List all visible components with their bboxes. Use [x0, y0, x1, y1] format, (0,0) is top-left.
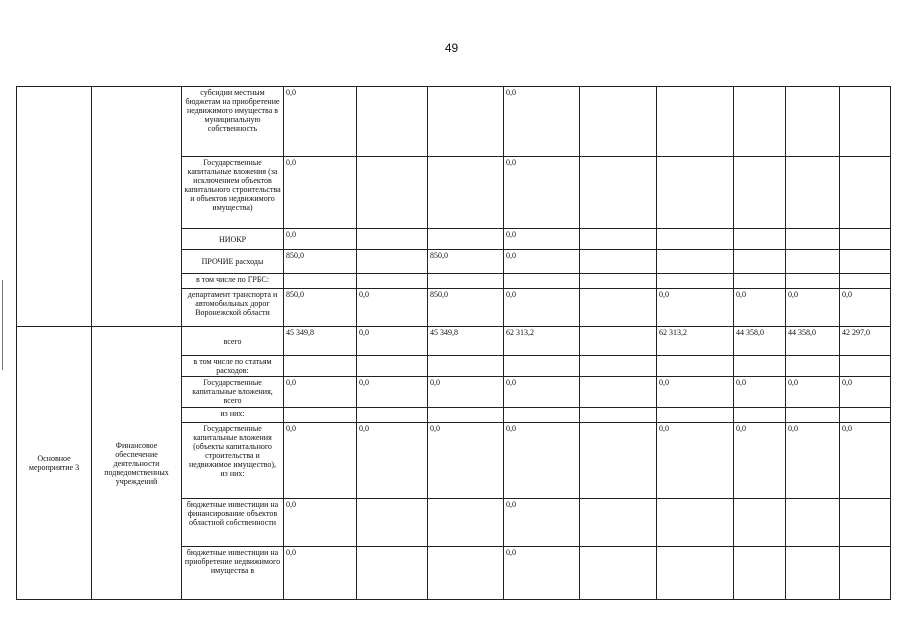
page-number: 49 — [444, 41, 459, 55]
amount-cell — [786, 547, 840, 600]
amount-cell — [357, 229, 428, 250]
amount-cell: 0,0 — [284, 499, 357, 547]
amount-cell: 42 297,0 — [840, 327, 891, 356]
amount-cell — [357, 250, 428, 274]
amount-cell: 850,0 — [284, 289, 357, 327]
amount-cell — [580, 250, 657, 274]
amount-cell — [786, 229, 840, 250]
amount-cell — [580, 377, 657, 408]
amount-cell: 0,0 — [786, 423, 840, 499]
amount-cell — [357, 87, 428, 157]
expense-description-cell: бюджетные инвестиции на приобретение недвижимого имущества в — [182, 547, 284, 600]
amount-cell: 0,0 — [357, 423, 428, 499]
amount-cell — [580, 229, 657, 250]
amount-cell — [786, 87, 840, 157]
amount-cell — [428, 157, 504, 229]
amount-cell — [580, 423, 657, 499]
amount-cell: 0,0 — [284, 423, 357, 499]
amount-cell: 0,0 — [786, 377, 840, 408]
amount-cell — [580, 408, 657, 423]
amount-cell: 62 313,2 — [504, 327, 580, 356]
amount-cell — [786, 274, 840, 289]
amount-cell — [580, 547, 657, 600]
expense-description-cell: Государственные капитальные вложения (за исключением объектов капитального строительства и объектов недвижимого имущества) — [182, 157, 284, 229]
amount-cell: 0,0 — [284, 157, 357, 229]
amount-cell — [428, 274, 504, 289]
amount-cell — [786, 250, 840, 274]
expense-description-cell: департамент транспорта и автомобильных дорог Воронежской области — [182, 289, 284, 327]
amount-cell — [580, 157, 657, 229]
amount-cell — [840, 356, 891, 377]
amount-cell: 0,0 — [284, 377, 357, 408]
amount-cell — [504, 274, 580, 289]
amount-cell — [428, 547, 504, 600]
amount-cell: 0,0 — [657, 423, 734, 499]
event-name-cell — [17, 87, 92, 327]
amount-cell — [840, 547, 891, 600]
amount-cell: 0,0 — [357, 289, 428, 327]
amount-cell — [734, 229, 786, 250]
amount-cell — [734, 274, 786, 289]
amount-cell — [428, 408, 504, 423]
expense-description-cell: в том числе по ГРБС: — [182, 274, 284, 289]
amount-cell — [504, 408, 580, 423]
amount-cell — [840, 87, 891, 157]
event-title-cell — [92, 87, 182, 327]
amount-cell — [657, 499, 734, 547]
amount-cell — [734, 547, 786, 600]
amount-cell — [786, 408, 840, 423]
amount-cell — [657, 356, 734, 377]
amount-cell — [357, 356, 428, 377]
amount-cell — [428, 356, 504, 377]
amount-cell: 45 349,8 — [428, 327, 504, 356]
amount-cell: 0,0 — [786, 289, 840, 327]
amount-cell: 850,0 — [284, 250, 357, 274]
amount-cell — [786, 499, 840, 547]
amount-cell: 0,0 — [284, 547, 357, 600]
amount-cell: 0,0 — [657, 377, 734, 408]
expense-description-cell: субсидии местным бюджетам на приобретение недвижимого имущества в муниципальную собственность — [182, 87, 284, 157]
amount-cell — [840, 250, 891, 274]
amount-cell — [734, 157, 786, 229]
amount-cell: 850,0 — [428, 289, 504, 327]
amount-cell: 44 358,0 — [786, 327, 840, 356]
amount-cell — [657, 157, 734, 229]
amount-cell: 44 358,0 — [734, 327, 786, 356]
amount-cell: 0,0 — [504, 87, 580, 157]
amount-cell — [657, 274, 734, 289]
expense-description-cell: бюджетные инвестиции на финансирование объектов областной собственности — [182, 499, 284, 547]
amount-cell: 0,0 — [840, 289, 891, 327]
expense-description-cell: Государственные капитальные вложения, всего — [182, 377, 284, 408]
amount-cell — [786, 157, 840, 229]
expense-description-cell: Государственные капитальные вложения (объекты капитального строительства и недвижимое имущество), из них: — [182, 423, 284, 499]
amount-cell — [734, 356, 786, 377]
table-row — [17, 327, 891, 356]
amount-cell — [428, 87, 504, 157]
amount-cell — [284, 356, 357, 377]
expense-description-cell: НИОКР — [182, 229, 284, 250]
amount-cell — [786, 356, 840, 377]
expense-description-cell: всего — [182, 327, 284, 356]
amount-cell — [657, 229, 734, 250]
amount-cell: 0,0 — [657, 289, 734, 327]
amount-cell: 0,0 — [428, 377, 504, 408]
amount-cell: 0,0 — [284, 229, 357, 250]
amount-cell: 0,0 — [504, 547, 580, 600]
amount-cell — [840, 229, 891, 250]
amount-cell — [840, 408, 891, 423]
amount-cell — [357, 499, 428, 547]
budget-table — [16, 86, 891, 600]
amount-cell: 0,0 — [504, 499, 580, 547]
amount-cell: 0,0 — [504, 423, 580, 499]
amount-cell — [657, 250, 734, 274]
amount-cell — [504, 356, 580, 377]
amount-cell — [580, 356, 657, 377]
amount-cell — [657, 87, 734, 157]
amount-cell: 0,0 — [504, 377, 580, 408]
amount-cell: 0,0 — [284, 87, 357, 157]
amount-cell — [734, 499, 786, 547]
amount-cell: 0,0 — [504, 250, 580, 274]
amount-cell — [734, 250, 786, 274]
amount-cell — [840, 499, 891, 547]
amount-cell — [580, 87, 657, 157]
amount-cell: 0,0 — [357, 377, 428, 408]
amount-cell — [840, 157, 891, 229]
binding-edge-mark — [2, 280, 3, 370]
amount-cell — [657, 547, 734, 600]
amount-cell: 0,0 — [734, 377, 786, 408]
amount-cell — [428, 229, 504, 250]
amount-cell: 0,0 — [734, 423, 786, 499]
amount-cell — [357, 157, 428, 229]
amount-cell: 0,0 — [840, 423, 891, 499]
amount-cell: 45 349,8 — [284, 327, 357, 356]
expense-description-cell: в том числе по статьям расходов: — [182, 356, 284, 377]
amount-cell — [284, 274, 357, 289]
amount-cell — [357, 547, 428, 600]
amount-cell: 0,0 — [357, 327, 428, 356]
amount-cell: 62 313,2 — [657, 327, 734, 356]
amount-cell — [580, 327, 657, 356]
amount-cell: 0,0 — [504, 229, 580, 250]
amount-cell — [284, 408, 357, 423]
event-name-cell: Основное мероприятие 3 — [17, 327, 92, 600]
event-title-cell: Финансовое обеспечение деятельности подведомственных учреждений — [92, 327, 182, 600]
amount-cell — [357, 274, 428, 289]
table-row — [17, 87, 891, 157]
amount-cell: 850,0 — [428, 250, 504, 274]
amount-cell — [840, 274, 891, 289]
amount-cell: 0,0 — [504, 289, 580, 327]
amount-cell — [580, 289, 657, 327]
expense-description-cell: ПРОЧИЕ расходы — [182, 250, 284, 274]
amount-cell: 0,0 — [428, 423, 504, 499]
amount-cell — [657, 408, 734, 423]
amount-cell — [580, 499, 657, 547]
amount-cell — [734, 87, 786, 157]
amount-cell — [734, 408, 786, 423]
amount-cell: 0,0 — [504, 157, 580, 229]
amount-cell — [580, 274, 657, 289]
amount-cell — [357, 408, 428, 423]
amount-cell: 0,0 — [734, 289, 786, 327]
amount-cell: 0,0 — [840, 377, 891, 408]
expense-description-cell: из них: — [182, 408, 284, 423]
amount-cell — [428, 499, 504, 547]
